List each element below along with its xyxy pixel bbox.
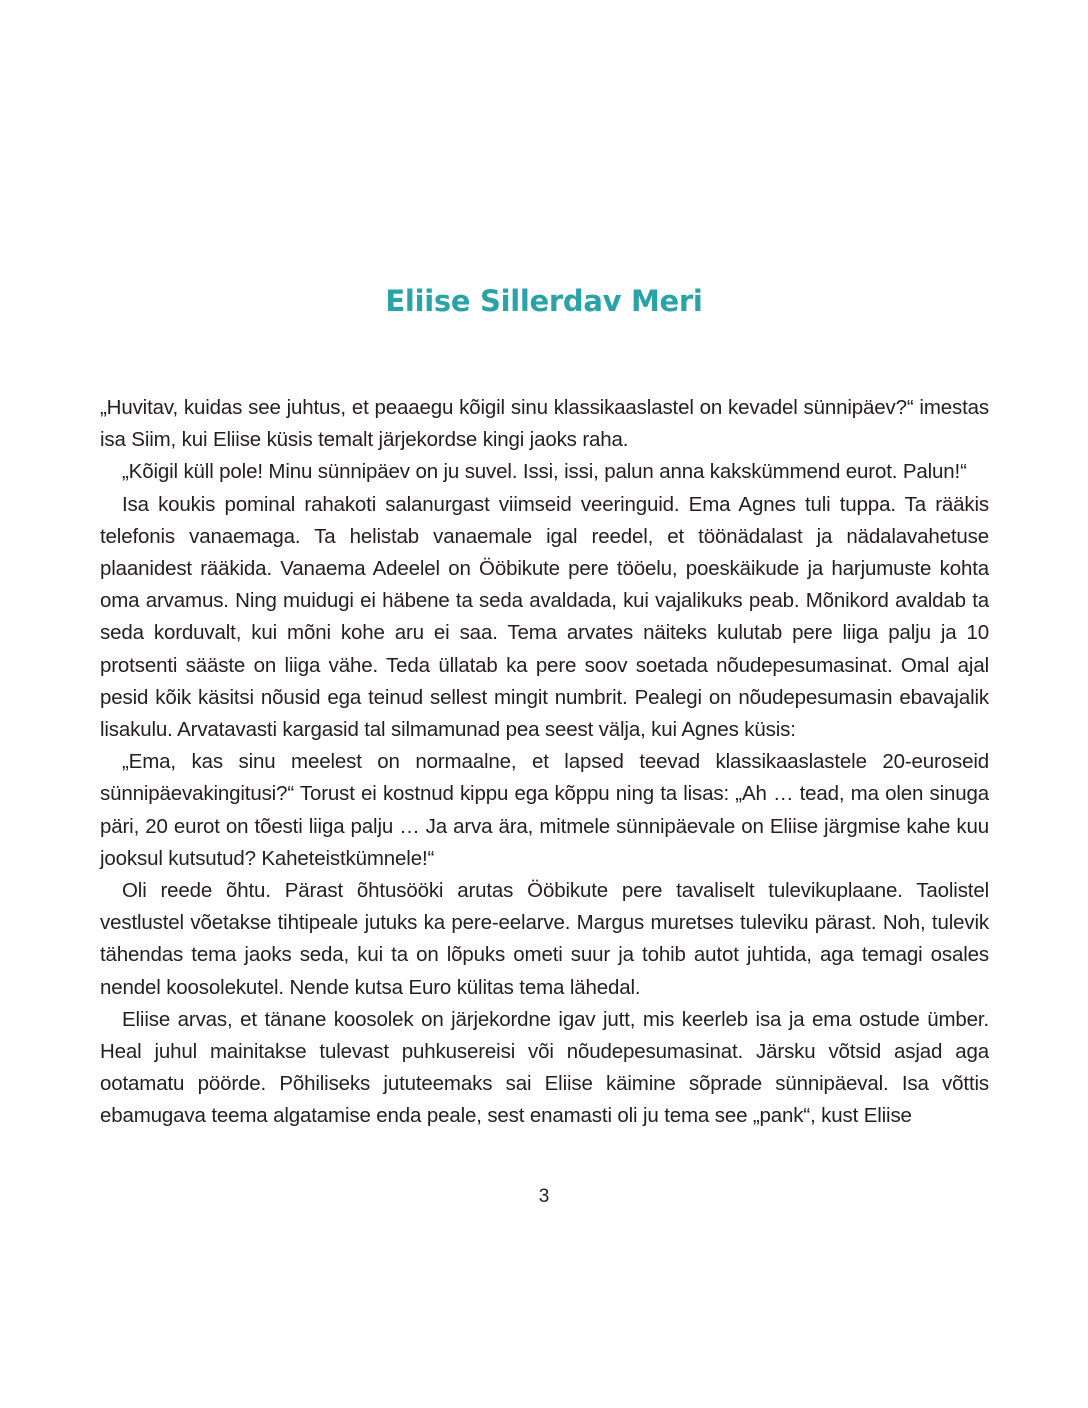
- paragraph: Eliise arvas, et tänane koosolek on järjekordne igav jutt, mis keerleb isa ja ema ostude ümber. Heal juhul mainitakse tulevast puhkusereisi või nõudepesumasinat. Järsku võtsid asjad aga ootamatu pöörde. Põhiliseks jututeemaks sai Eliise käimine sõprade sünnipäeval. Isa võttis ebamugava teema algatamise enda peale, sest enamasti oli ju tema see „pank“, kust Eliise: [100, 1007, 989, 1128]
- paragraph: „Huvitav, kuidas see juhtus, et peaaegu kõigil sinu klassikaaslastel on kevadel sünnipäev?“ imestas isa Siim, kui Eliise küsis temalt järjekordse kingi jaoks raha.: [100, 396, 989, 452]
- paragraph: Oli reede õhtu. Pärast õhtusööki arutas Ööbikute pere tavaliselt tulevikuplaane. Taolistel vestlustel võetakse tihtipeale jutuks ka pere-eelarve. Margus muretses tuleviku pärast. Noh, tulevik tähendas tema jaoks seda, kui ta on lõpuks ometi suur ja tohib autot juhtida, aga temagi osales nendel koosolekutel. Nende kutsa Euro külitas tema lähedal.: [100, 879, 989, 999]
- paragraph: „Kõigil küll pole! Minu sünnipäev on ju suvel. Issi, issi, palun anna kakskümmend eurot. Palun!“: [122, 460, 967, 484]
- paragraph: „Ema, kas sinu meelest on normaalne, et lapsed teevad klassikaaslastele 20-euroseid sünnipäevakingitusi?“ Torust ei kostnud kippu ega kõppu ning ta lisas: „Ah … tead, ma olen sinuga päri, 20 eurot on tõesti liiga palju … Ja arva ära, mitmele sünnipäevale on Eliise järgmise kahe kuu jooksul kutsutud? Kaheteistkümnele!“: [100, 750, 989, 870]
- page-number: 3: [538, 1186, 550, 1207]
- body-text: [100, 392, 989, 1133]
- paragraph: Isa koukis pominal rahakoti salanurgast viimseid veeringuid. Ema Agnes tuli tuppa. Ta rääkis telefonis vanaemaga. Ta helistab vanaemale igal reedel, et töönädalast ja nädalavahetuse plaanidest rääkida. Vanaema Adeelel on Ööbikute pere tööelu, poeskäikude ja harjumuste kohta oma arvamus. Ning muidugi ei häbene ta seda avaldada, kui vajalikuks peab. Mõnikord avaldab ta seda korduvalt, kui mõni kohe aru ei saa. Tema arvates näiteks kulutab pere liiga palju ja 10 protsenti sääste on liiga vähe. Teda üllatab ka pere soov soetada nõudepesumasinat. Omal ajal pesid kõik käsitsi nõusid ega teinud sellest mingit numbrit. Pealegi on nõudepesumasin ebavajalik lisakulu. Arvatavasti kargasid tal silmamunad pea seest välja, kui Agnes küsis:: [100, 492, 989, 742]
- chapter-title: Eliise Sillerdav Meri: [385, 284, 703, 318]
